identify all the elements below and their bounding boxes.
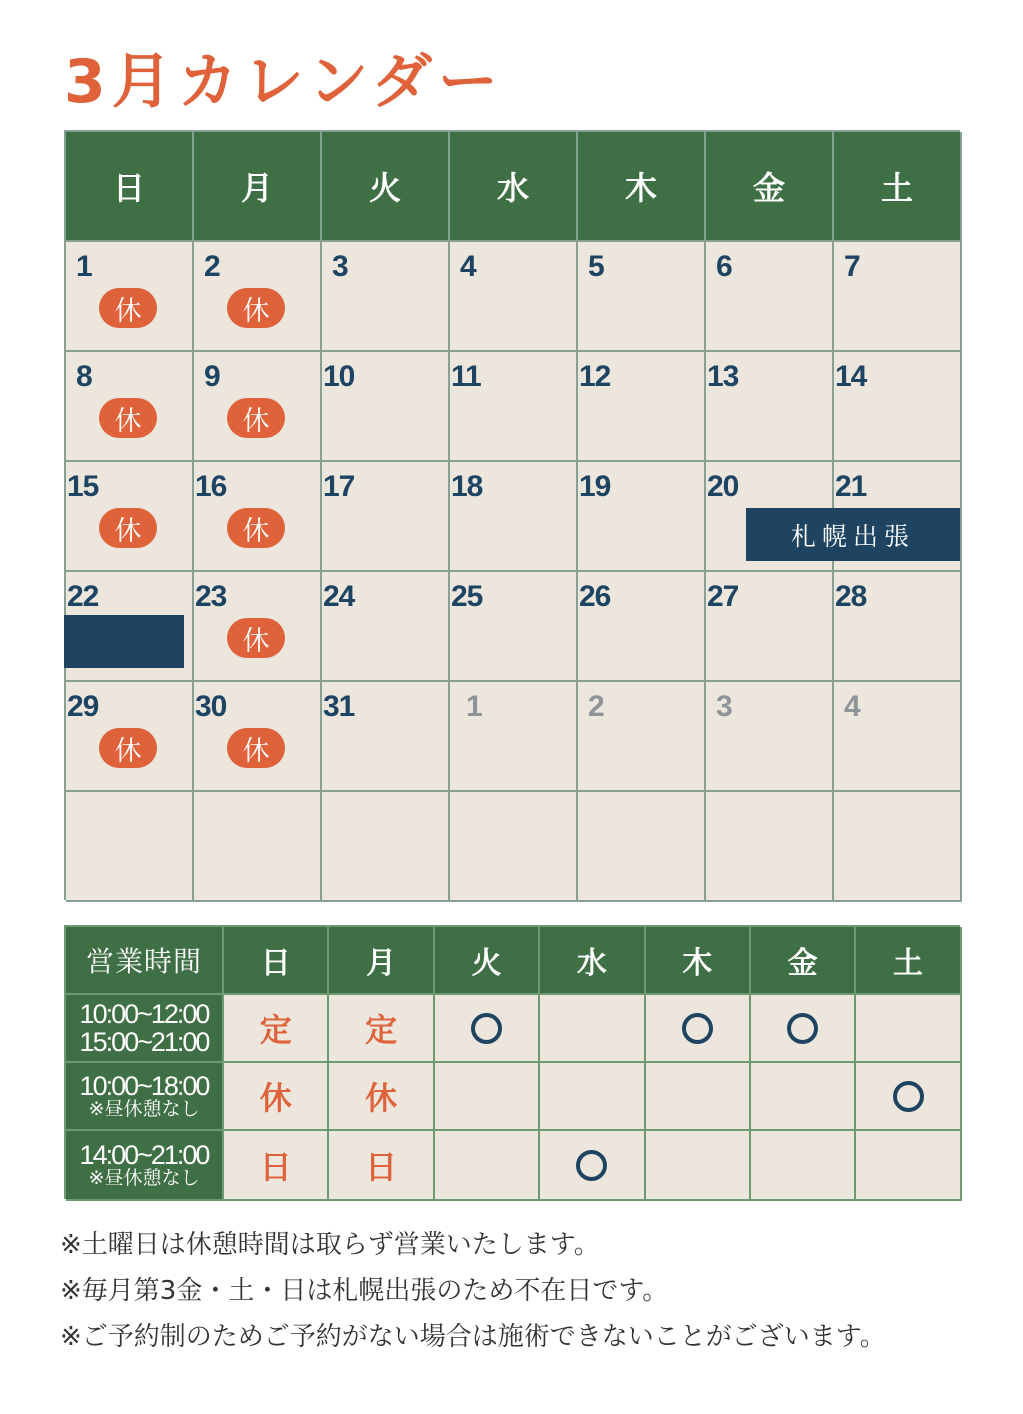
day-cell: [322, 242, 450, 352]
day-number: 11: [451, 360, 481, 393]
day-number: 7: [844, 250, 860, 283]
day-cell: [66, 352, 194, 462]
day-number: 23: [195, 580, 227, 613]
day-number: 24: [323, 580, 355, 613]
hours-weekday-sun: 日: [224, 927, 329, 995]
day-cell: [578, 352, 706, 462]
weekday-sat: 土: [834, 132, 962, 242]
hours-cell: [751, 1063, 856, 1131]
day-number: 15: [67, 470, 99, 503]
hours-cell: [435, 1131, 540, 1201]
empty-cell: [66, 792, 194, 902]
holiday-badge: 休: [99, 508, 157, 548]
time-note: ※昼休憩なし: [88, 1167, 200, 1190]
hours-cell: 日: [329, 1131, 434, 1201]
weekday-wed: 水: [450, 132, 578, 242]
hours-cell: [540, 1131, 645, 1201]
day-cell: [194, 462, 322, 572]
note-line: ※毎月第3金・土・日は札幌出張のため不在日です。: [60, 1276, 669, 1306]
day-number: 14: [835, 360, 867, 393]
day-cell: [322, 462, 450, 572]
hours-cell: [856, 1131, 961, 1201]
hours-weekday-tue: 火: [435, 927, 540, 995]
day-cell: [450, 352, 578, 462]
day-cell: [450, 572, 578, 682]
hours-cell: 日: [224, 1131, 329, 1201]
hours-cell: [646, 995, 751, 1063]
day-cell: [322, 352, 450, 462]
day-number: 9: [204, 360, 220, 393]
notes-section: [60, 1222, 980, 1360]
hours-cell: [856, 1063, 961, 1131]
day-number: 31: [323, 690, 355, 723]
day-number-next-month: 2: [588, 690, 604, 723]
day-cell: [194, 572, 322, 682]
holiday-badge: 休: [227, 398, 285, 438]
hours-weekday-mon: 月: [329, 927, 434, 995]
empty-cell: [706, 792, 834, 902]
hours-weekday-thu: 木: [646, 927, 751, 995]
day-number-next-month: 3: [716, 690, 732, 723]
note-line: ※土曜日は休憩時間は取らず営業いたします。: [60, 1230, 600, 1260]
day-number: 26: [579, 580, 611, 613]
day-number: 18: [451, 470, 483, 503]
day-cell: [66, 682, 194, 792]
time-range: 14:00~21:00: [79, 1139, 209, 1170]
open-circle-icon: [682, 1013, 713, 1044]
day-number: 16: [195, 470, 227, 503]
hours-cell: [856, 995, 961, 1063]
day-number: 20: [707, 470, 739, 503]
day-cell: [834, 242, 962, 352]
empty-cell: [834, 792, 962, 902]
hours-cell: [646, 1063, 751, 1131]
weekday-mon: 月: [194, 132, 322, 242]
day-cell: [834, 572, 962, 682]
sapporo-trip-bar-continued: [64, 615, 184, 668]
day-number-next-month: 4: [844, 690, 860, 723]
day-cell: [194, 352, 322, 462]
hours-cell: [540, 1063, 645, 1131]
day-number: 12: [579, 360, 611, 393]
hours-time-label: [66, 1131, 224, 1201]
day-cell: [578, 462, 706, 572]
open-circle-icon: [893, 1081, 924, 1112]
day-cell: [578, 572, 706, 682]
empty-cell: [194, 792, 322, 902]
empty-cell: [450, 792, 578, 902]
note-line: ※ご予約制のためご予約がない場合は施術できないことがございます。: [60, 1322, 886, 1352]
empty-cell: [578, 792, 706, 902]
page-title: 3月カレンダー: [64, 47, 504, 117]
day-cell: [578, 242, 706, 352]
day-cell: [834, 352, 962, 462]
day-number: 2: [204, 250, 220, 283]
hours-cell: 定: [224, 995, 329, 1063]
day-number: 8: [76, 360, 92, 393]
day-number-next-month: 1: [466, 690, 482, 723]
hours-weekday-fri: 金: [751, 927, 856, 995]
day-number: 22: [67, 580, 99, 613]
hours-header: 営業時間: [66, 927, 224, 995]
hours-cell: [435, 995, 540, 1063]
hours-time-label: [66, 995, 224, 1063]
day-number: 17: [323, 470, 355, 503]
day-number: 28: [835, 580, 867, 613]
day-number: 4: [460, 250, 476, 283]
day-number: 6: [716, 250, 732, 283]
hours-cell: 定: [329, 995, 434, 1063]
day-cell: [194, 682, 322, 792]
day-number: 25: [451, 580, 483, 613]
day-cell: [66, 242, 194, 352]
time-range: 15:00~21:00: [79, 1027, 209, 1057]
hours-weekday-sat: 土: [856, 927, 961, 995]
weekday-thu: 木: [578, 132, 706, 242]
day-number: 3: [332, 250, 348, 283]
day-number: 30: [195, 690, 227, 723]
holiday-badge: 休: [227, 288, 285, 328]
day-cell: [706, 242, 834, 352]
hours-cell: 休: [329, 1063, 434, 1131]
hours-weekday-wed: 水: [540, 927, 645, 995]
hours-cell: [751, 1131, 856, 1201]
business-hours-table: [64, 925, 960, 1199]
day-number: 29: [67, 690, 99, 723]
day-cell: [322, 682, 450, 792]
holiday-badge: 休: [99, 728, 157, 768]
day-cell: [706, 352, 834, 462]
holiday-badge: 休: [227, 728, 285, 768]
open-circle-icon: [576, 1150, 607, 1181]
hours-cell: [751, 995, 856, 1063]
day-cell: [834, 682, 962, 792]
hours-cell: [646, 1131, 751, 1201]
day-cell: [450, 242, 578, 352]
time-note: ※昼休憩なし: [88, 1098, 200, 1121]
sapporo-trip-bar: 札幌出張: [746, 508, 960, 561]
day-cell: [706, 572, 834, 682]
day-cell: [194, 242, 322, 352]
day-number: 13: [707, 360, 739, 393]
hours-cell: [540, 995, 645, 1063]
weekday-sun: 日: [66, 132, 194, 242]
hours-cell: [435, 1063, 540, 1131]
time-range: 10:00~18:00: [79, 1070, 209, 1101]
day-number: 27: [707, 580, 739, 613]
day-cell: [450, 462, 578, 572]
open-circle-icon: [787, 1013, 818, 1044]
day-cell: [706, 682, 834, 792]
hours-time-label: [66, 1063, 224, 1131]
holiday-badge: 休: [227, 618, 285, 658]
day-cell: [66, 462, 194, 572]
holiday-badge: 休: [99, 288, 157, 328]
day-cell: [578, 682, 706, 792]
open-circle-icon: [471, 1013, 502, 1044]
day-number: 1: [76, 250, 92, 283]
weekday-tue: 火: [322, 132, 450, 242]
day-number: 5: [588, 250, 604, 283]
holiday-badge: 休: [99, 398, 157, 438]
day-number: 10: [323, 360, 355, 393]
empty-cell: [322, 792, 450, 902]
day-cell: [322, 572, 450, 682]
day-cell: [450, 682, 578, 792]
holiday-badge: 休: [227, 508, 285, 548]
weekday-fri: 金: [706, 132, 834, 242]
day-number: 19: [579, 470, 611, 503]
day-number: 21: [835, 470, 867, 503]
time-range: 10:00~12:00: [79, 998, 209, 1029]
hours-cell: 休: [224, 1063, 329, 1131]
